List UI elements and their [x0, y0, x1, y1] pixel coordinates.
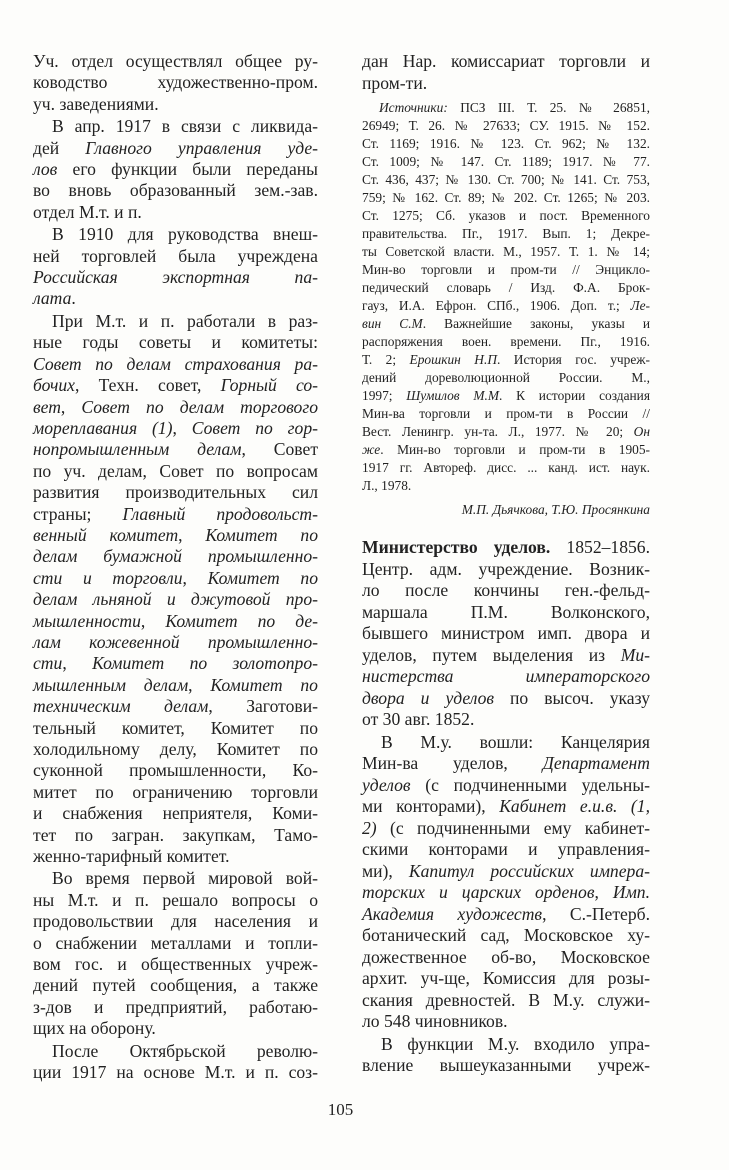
text-line	[362, 580, 650, 602]
italic-term: лата	[33, 288, 72, 309]
italic-term: же	[362, 442, 381, 457]
text-run: В апр. 1917 в связи с ликвида-	[52, 116, 318, 137]
text-run: 1997;	[362, 388, 407, 403]
text-line	[33, 653, 318, 674]
text-run: пром-ти.	[362, 72, 428, 93]
text-line	[362, 243, 650, 261]
text-line	[33, 159, 318, 180]
text-run: 1852–1856.	[550, 537, 650, 557]
text-run: и снабжения неприятеля, Коми-	[33, 803, 318, 824]
text-line	[362, 51, 650, 73]
text-run: , Заготови-	[208, 696, 318, 717]
text-run: .	[71, 288, 76, 309]
text-line	[362, 732, 650, 754]
text-run: 759; № 162. Ст. 89; № 202. Ст. 1265; № 203.	[362, 190, 650, 205]
text-line	[33, 246, 318, 267]
text-line	[33, 180, 318, 201]
text-run: ло после кончины ген.-фельд-	[362, 580, 650, 600]
text-line	[362, 882, 650, 904]
left-column	[33, 51, 318, 1084]
text-line	[362, 623, 650, 645]
text-run: тет по загран. закупкам, Тамо-	[33, 824, 318, 845]
italic-term: Совет по делам торгового	[81, 396, 318, 417]
text-line	[33, 611, 318, 632]
italic-term: нистерства императорского	[362, 666, 650, 686]
right-column	[362, 51, 650, 1077]
text-run: ,	[594, 882, 613, 902]
italic-term: Капитул российских импера-	[408, 860, 650, 881]
text-line	[33, 439, 318, 460]
text-line	[362, 990, 650, 1012]
text-run: во вновь образованный зем.-зав.	[33, 180, 318, 201]
text-run: Во время первой мировой вой-	[52, 868, 318, 889]
text-line	[33, 954, 318, 975]
text-line	[362, 117, 650, 135]
text-run: гауз, И.А. Ефрон. СПб., 1906. Доп. т.;	[362, 298, 631, 313]
text-run: дений путей сообщения, а также	[33, 975, 318, 996]
text-run: При М.т. и п. работали в раз-	[52, 310, 318, 331]
text-run: дей	[33, 137, 86, 158]
text-line	[362, 261, 650, 279]
text-line	[362, 645, 650, 667]
text-line	[362, 968, 650, 990]
text-run: вом гос. и общественных учреж-	[33, 954, 318, 975]
italic-term: уделов	[362, 774, 411, 795]
text-line	[33, 202, 318, 223]
italic-term: мышленным делам	[33, 674, 189, 695]
text-run: по высоч. указу	[494, 687, 650, 708]
paragraph	[33, 868, 318, 1039]
text-line	[33, 890, 318, 911]
text-run: В функции М.у. входило упра-	[381, 1033, 650, 1054]
italic-term: Он	[633, 424, 650, 439]
paragraph	[33, 311, 318, 868]
text-line	[33, 589, 318, 610]
text-line	[33, 224, 318, 245]
text-line	[362, 925, 650, 947]
text-line	[33, 718, 318, 739]
italic-term: лов	[33, 159, 58, 180]
text-run: ,	[172, 417, 192, 438]
left-text	[33, 51, 318, 1084]
text-line	[362, 459, 650, 477]
italic-term: Академия художеств	[362, 903, 543, 924]
text-line	[362, 73, 650, 95]
text-run: по уч. делам, Совет по вопросам	[33, 460, 318, 481]
text-run: (с подчиненными ему кабинет-	[376, 817, 650, 838]
text-line	[362, 189, 650, 207]
italic-term: Комитет по	[205, 524, 318, 545]
paragraph	[362, 537, 650, 731]
text-line	[362, 559, 650, 581]
text-line	[33, 288, 318, 309]
text-run: Ст. 436, 437; № 130. Ст. 700; № 141. Ст. 753,	[362, 172, 650, 187]
text-line	[362, 405, 650, 423]
entry-heading: Министерство уделов.	[362, 537, 551, 557]
italic-term: венный комитет	[33, 524, 179, 545]
text-line	[33, 418, 318, 439]
text-run: маршала П.М. Волконского,	[362, 601, 650, 622]
text-line	[362, 99, 650, 117]
text-run: ботанический сад, Московское ху-	[362, 925, 650, 945]
text-run: уч. заведениями.	[33, 93, 159, 114]
text-run: Ст. 1169; 1916. № 123. Ст. 962; № 132.	[362, 136, 650, 151]
italic-term: Комитет по	[207, 567, 318, 588]
text-line	[33, 760, 318, 781]
text-line	[33, 911, 318, 932]
italic-term: мореплавания (1)	[33, 417, 173, 438]
text-line	[33, 72, 318, 93]
text-line	[33, 116, 318, 137]
italic-term: нопромышленным делам	[33, 439, 242, 460]
text-line	[362, 315, 650, 333]
text-line	[33, 1062, 318, 1083]
text-run: тельный комитет, Комитет по	[33, 717, 318, 738]
paragraph	[362, 732, 650, 1033]
italic-term: Совет по делам страхования ра-	[33, 353, 318, 374]
text-line	[362, 537, 650, 559]
text-run: . История гос. учреж-	[496, 352, 650, 367]
text-run: , Техн. совет,	[74, 375, 221, 396]
text-run: дожественное об-во, Московское	[362, 946, 650, 967]
text-line	[33, 825, 318, 846]
text-line	[33, 546, 318, 567]
text-run: Т. 2;	[362, 352, 410, 367]
text-line	[33, 568, 318, 589]
text-run: Вест. Ленингр. ун-та. Л., 1977. № 20;	[362, 424, 634, 439]
text-run: распоряжения воен. времени. Пг., 1916.	[362, 334, 650, 349]
text-run: отдел М.т. и п.	[33, 201, 142, 222]
text-line	[362, 753, 650, 775]
paragraph	[33, 224, 318, 310]
text-run: суконной промышленности, Ко-	[33, 760, 318, 781]
text-line	[33, 696, 318, 717]
text-run: ПСЗ III. Т. 25. № 26851,	[447, 100, 650, 115]
text-run: з-дов и предприятий, работаю-	[33, 996, 318, 1017]
text-line	[362, 818, 650, 840]
text-line	[362, 1034, 650, 1056]
italic-term: сти	[33, 653, 63, 674]
text-run: от 30 авг. 1852.	[362, 709, 475, 729]
text-run: ,	[62, 653, 93, 674]
text-line	[33, 782, 318, 803]
text-line	[362, 369, 650, 387]
text-run: (с подчиненными удельны-	[410, 774, 650, 795]
italic-term: Главного управления уде-	[85, 137, 319, 158]
text-line	[33, 375, 318, 396]
text-run: архит. уч-ще, Комиссия для розы-	[362, 968, 650, 988]
text-run: . Важнейшие законы, указы и	[422, 316, 650, 331]
text-run: ны М.т. и п. решало вопросы о	[33, 889, 318, 910]
text-line	[362, 1011, 650, 1033]
text-line	[362, 387, 650, 405]
italic-term: делам бумажной промышленно-	[33, 546, 318, 567]
italic-term: Комитет по	[210, 674, 318, 695]
text-line	[33, 332, 318, 353]
text-run: его функции были переданы	[57, 159, 318, 180]
text-run: скими конторами и управления-	[362, 839, 650, 859]
text-line	[362, 904, 650, 926]
text-run: ты Советской власти. М., 1957. Т. 1. № 14;	[362, 244, 650, 259]
text-run: ,	[60, 396, 82, 417]
text-line	[33, 311, 318, 332]
italic-term: мышленности	[33, 610, 141, 631]
text-run: . К истории создания	[499, 388, 650, 403]
text-line	[362, 775, 650, 797]
text-run: ции 1917 на основе М.т. и п. соз-	[33, 1062, 318, 1083]
italic-term: Шумилов М.М	[406, 388, 500, 403]
paragraph	[362, 1034, 650, 1077]
text-run: скания древностей. В М.у. служи-	[362, 989, 650, 1010]
text-run: ,	[178, 524, 206, 545]
text-line	[362, 207, 650, 225]
italic-term: Комитет по де-	[165, 610, 319, 631]
text-line	[362, 441, 650, 459]
text-run: ,	[188, 674, 211, 695]
text-run: дений дореволюционной России. М.,	[362, 370, 650, 385]
text-line	[33, 138, 318, 159]
text-line	[362, 688, 650, 710]
text-run: вление вышеуказанными учреж-	[362, 1055, 650, 1075]
text-run: Л., 1978.	[362, 478, 412, 493]
text-run: бывшего министром имп. двора и	[362, 623, 650, 643]
text-run: Ст. 1009; № 147. Ст. 1189; 1917. № 77.	[362, 154, 650, 169]
text-run: Мин-ва уделов,	[362, 753, 543, 773]
text-line	[33, 397, 318, 418]
text-line	[33, 51, 318, 72]
italic-term: Имп.	[612, 882, 650, 902]
text-run: женно-тарифный комитет.	[33, 846, 230, 867]
text-line	[33, 868, 318, 889]
entry-ministry-of-appanages	[362, 537, 650, 1077]
text-line	[33, 504, 318, 525]
italic-term: делам льняной и джутовой про-	[33, 589, 318, 610]
text-line	[362, 666, 650, 688]
text-run: 26949; Т. 26. № 27633; СУ. 1915. № 152.	[362, 118, 650, 133]
text-run: Ст. 1275; Сб. указов и пост. Временного	[362, 208, 650, 223]
italic-term: двора и уделов	[362, 687, 495, 708]
text-line	[33, 975, 318, 996]
text-run: о снабжении металлами и топли-	[33, 932, 318, 953]
text-run: продовольствии для населения и	[33, 911, 318, 932]
text-line	[33, 846, 318, 867]
italic-term: вин С.М	[362, 316, 423, 331]
text-line	[362, 1055, 650, 1077]
text-run: ней торговлей была учреждена	[33, 245, 318, 266]
text-run: ло 548 чиновников.	[362, 1011, 508, 1031]
text-line	[33, 997, 318, 1018]
italic-term: сти и торговли	[33, 567, 183, 588]
italic-term: Ле-	[630, 298, 650, 313]
previous-entry-ending	[362, 51, 650, 94]
text-run: развития производительных сил	[33, 482, 318, 503]
text-line	[33, 803, 318, 824]
text-line	[33, 739, 318, 760]
sources-block	[362, 99, 650, 495]
italic-term: торских и царских орденов	[362, 882, 595, 902]
text-run: ные годы советы и комитеты:	[33, 332, 318, 353]
text-run: ми конторами),	[362, 796, 500, 816]
text-run: , С.-Петерб.	[542, 903, 650, 924]
text-run: правительства. Пг., 1917. Вып. 1; Декре-	[362, 226, 650, 241]
text-line	[33, 933, 318, 954]
text-run: холодильному делу, Комитет по	[33, 739, 318, 759]
text-run: После Октябрьской револю-	[52, 1040, 318, 1061]
text-line	[362, 153, 650, 171]
text-line	[362, 861, 650, 883]
text-line	[362, 279, 650, 297]
text-run: . Мин-во торговли и пром-ти в 1905-	[380, 442, 650, 457]
italic-term: Совет по гор-	[191, 417, 318, 438]
text-run: Мин-ва торговли и пром-ти в России //	[362, 406, 650, 421]
text-run: ,	[140, 610, 166, 631]
italic-term: лам кожевенной промышленно-	[33, 631, 318, 652]
italic-term: Горный со-	[220, 375, 318, 396]
text-line	[362, 709, 650, 731]
text-line	[362, 333, 650, 351]
entry-authors: М.П. Дьячкова, Т.Ю. Просянкина	[461, 502, 650, 517]
text-line	[362, 351, 650, 369]
text-line	[33, 461, 318, 482]
italic-term: Ерошкин Н.П	[409, 352, 497, 367]
italic-term: техническим делам	[33, 696, 209, 717]
text-line	[33, 267, 318, 288]
text-line	[362, 225, 650, 243]
text-line	[362, 477, 650, 495]
text-line	[33, 354, 318, 375]
text-run: ,	[182, 567, 208, 588]
text-line	[362, 796, 650, 818]
italic-term: Источники:	[379, 100, 448, 115]
italic-term: Комитет по золотопро-	[92, 653, 318, 674]
paragraph	[33, 116, 318, 223]
text-run: педический словарь / Изд. Ф.А. Брок-	[362, 280, 650, 295]
italic-term: Департамент	[542, 753, 650, 773]
paragraph	[33, 51, 318, 115]
text-run: страны;	[33, 503, 123, 524]
text-line	[33, 1018, 318, 1039]
paragraph	[362, 99, 650, 495]
text-line	[33, 632, 318, 653]
text-line	[33, 525, 318, 546]
text-run: ми),	[362, 860, 409, 881]
paragraph	[362, 51, 650, 94]
text-line	[362, 135, 650, 153]
italic-term: 2)	[362, 817, 377, 838]
text-line	[33, 482, 318, 503]
page-number: 105	[327, 1100, 354, 1119]
text-line	[362, 602, 650, 624]
text-run: митет по ограничению торговли	[33, 781, 318, 802]
italic-term: вет	[33, 396, 61, 417]
text-run: 1917 гг. Автореф. дисс. ... канд. ист. наук.	[362, 460, 650, 475]
text-line	[362, 947, 650, 969]
paragraph	[33, 1041, 318, 1084]
text-line	[33, 94, 318, 115]
text-run: Центр. адм. учреждение. Возник-	[362, 558, 650, 579]
text-run: уделов, путем выделения из	[362, 644, 621, 665]
italic-term: Кабинет е.и.в. (1,	[499, 796, 650, 816]
text-run: В М.у. вошли: Канцелярия	[381, 731, 650, 752]
text-run: ководство художественно-пром.	[33, 72, 318, 93]
italic-term: Главный продовольст-	[122, 503, 318, 524]
text-run: дан Нар. комиссариат торговли и	[362, 51, 650, 71]
text-run: Уч. отдел осуществлял общее ру-	[33, 51, 318, 71]
italic-term: Ми-	[620, 644, 650, 665]
text-run: , Совет	[241, 439, 319, 460]
text-run: щих на оборону.	[33, 1018, 156, 1039]
text-line	[362, 171, 650, 189]
text-line	[33, 1041, 318, 1062]
text-line	[362, 297, 650, 315]
text-line	[362, 423, 650, 441]
text-line	[362, 839, 650, 861]
text-run: Мин-во торговли и пром-ти // Энцикло-	[362, 262, 650, 277]
italic-term: Российская экспортная па-	[33, 267, 318, 288]
italic-term: бочих	[33, 375, 75, 396]
text-line	[33, 675, 318, 696]
text-run: В 1910 для руководства внеш-	[52, 224, 318, 245]
